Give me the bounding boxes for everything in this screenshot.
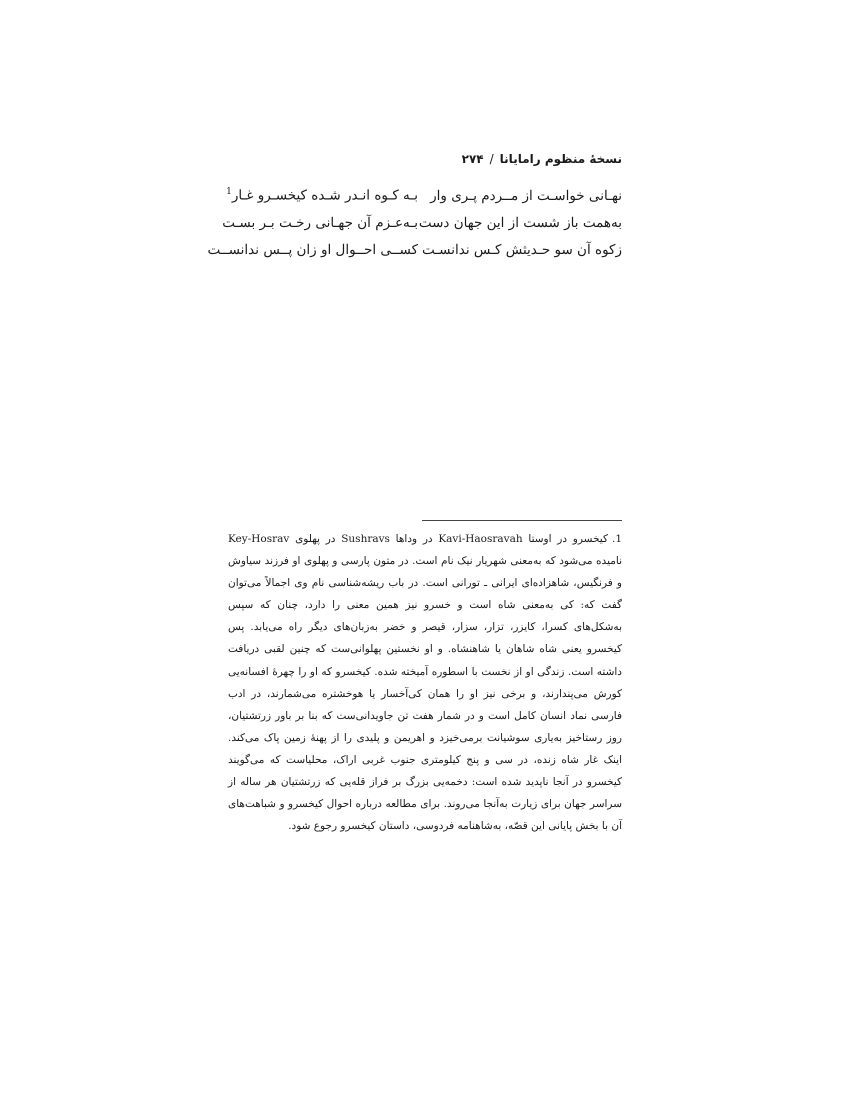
verse-3-first-hemistich: زکوه آن سو حـدیثش کـس ندانسـت (421, 241, 622, 258)
verse-1 (228, 182, 622, 209)
page-number: ۲۷۴ (461, 152, 484, 166)
verse-1-second-hemistich (228, 187, 418, 204)
footnote-reference: 1 (226, 187, 232, 198)
running-title: نسخهٔ منظوم رامایانا (499, 152, 622, 166)
verse-2 (222, 209, 622, 236)
verse-2-second-hemistich: بـه‌عـزم آن جهـانی رخـت بـر بسـت (222, 214, 418, 231)
header-separator: / (489, 152, 494, 166)
footnote-mark: 1. (611, 533, 622, 545)
verse-2-first-hemistich: به‌همت باز شست از این جهان دست (418, 214, 622, 231)
footnote-text: کیخسرو در اوستا Kavi-Haosravah در وداها Sushravs در پهلوی Key-Hosrav نامیده می‌شود که به‌معنی شهریار نیک نام است. در متون پارسی و پهلوی او فرزند سیاوش و فرنگیس، شاهزاده‌ای ایرانی ـ تورانی است. در باب ریشه‌شناسی نام وی اجمالاً می‌توان گفت که: کی به‌معنی شاه است و خسرو نیز همین معنی را دارد، چنان که سپس به‌شکل‌های کسرا، کایزر، تزار، سزار، قیصر و خضر به‌زبان‌های دیگر راه می‌یابد. پس کیخسرو یعنی شاه شاهان یا شاهنشاه. و او نخستین پهلوانی‌ست که چنین لقبی دریافت داشته است. زندگی او از نخست با اسطوره آمیخته شده. کیخسرو که او را چهرهٔ افسانه‌یی کورش می‌پندارند، و برخی نیز او را همان کی‌آخسار یا هوخشتره می‌شمارند، در ادب فارسی نماد انسان کامل است و در شمار هفت تن جاویدانی‌ست که بنا بر باور زرتشتیان، روز رستاخیز به‌یاری سوشیانت برمی‌خیزد و اهریمن و پلیدی را از پهنهٔ زمین پاک می‌کند. اینک غار شاه زنده، در سی و پنج کیلومتری جنوب غربی اراک، محلیاست که می‌گویند کیخسرو در آنجا ناپدید شده است: دخمه‌یی بزرگ بر فراز قله‌یی که زرتشتیان هر ساله از سراسر جهان برای زیارت به‌آنجا می‌روند. برای مطالعه درباره احوال کیخسرو و شباهت‌های آن با بخش پایانی این قصّه، به‌شاهنامه فردوسی، داستان کیخسرو رجوع شود. (228, 533, 622, 833)
verse-3 (207, 236, 622, 263)
verse-3-second-hemistich: کســی احــوال او زان پــس ندانســت (207, 241, 418, 258)
verse-1-first-hemistich: نهـانی خواسـت از مــردم پـری وار (430, 187, 622, 204)
poem (207, 182, 622, 263)
footnote (228, 528, 622, 837)
footnote-divider (422, 520, 622, 521)
page-header (462, 152, 622, 166)
verse-1-second-text: بـه کـوه انـدر شـده کیخسـرو غـار (231, 187, 418, 204)
